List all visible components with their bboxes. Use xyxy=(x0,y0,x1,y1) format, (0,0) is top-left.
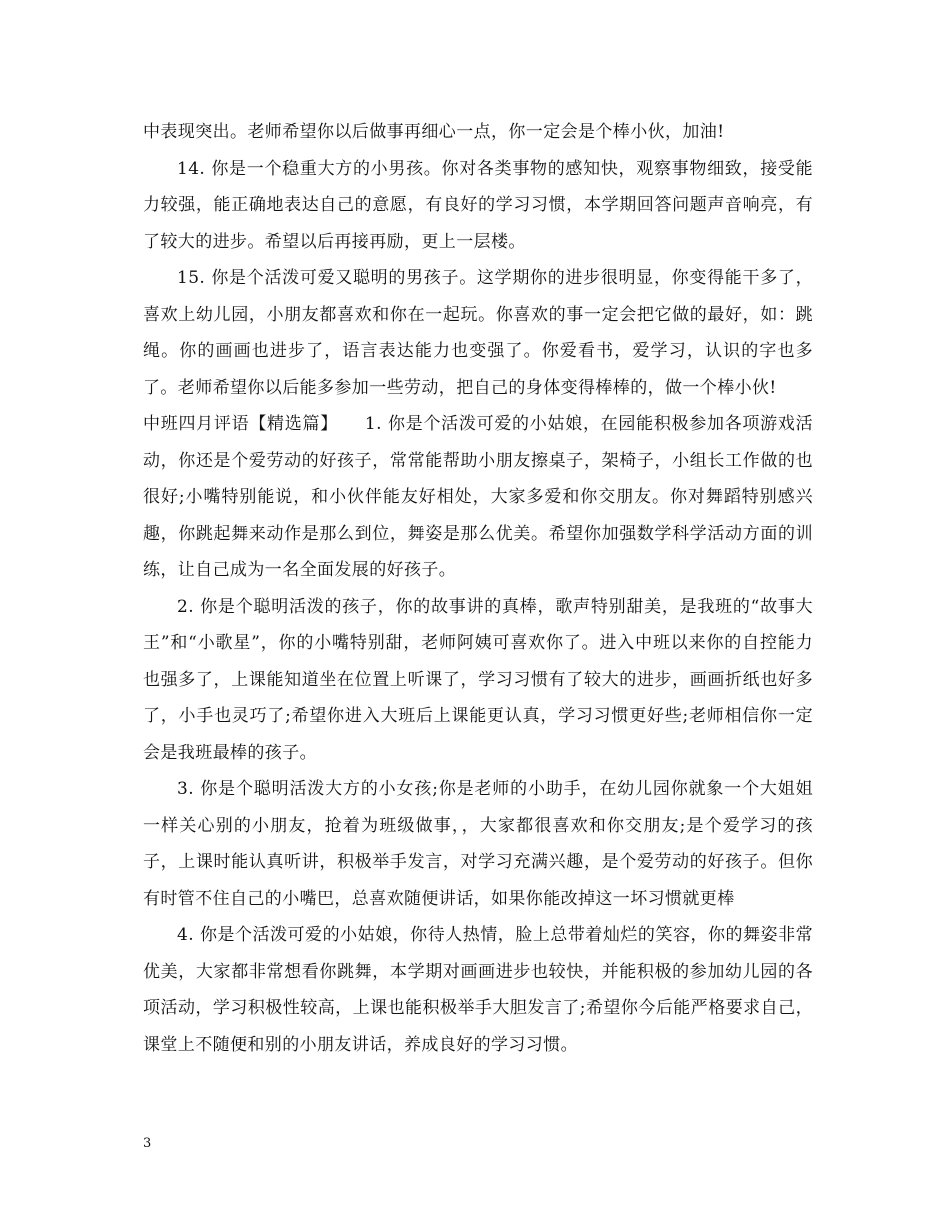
page-number: 3 xyxy=(143,1136,152,1151)
paragraph-comment-4: 4. 你是个活泼可爱的小姑娘，你待人热情，脸上总带着灿烂的笑容，你的舞姿非常优美，大家都非常想看你跳舞，本学期对画画进步也较快，并能积极的参加幼儿园的各项活动，学习积极性较高，上课也能积极举手大胆发言了;希望你今后能严格要求自己，课堂上不随便和别的小朋友讲话，养成良好的学习习惯。 xyxy=(143,925,813,1055)
paragraph-section-heading-comment-1: 中班四月评语【精选篇】 1. 你是个活泼可爱的小姑娘，在园能积极参加各项游戏活动，你还是个爱劳动的好孩子，常常能帮助小朋友擦桌子，架椅子，小组长工作做的也很好;小嘴特别能说，和小伙伴能友好相处，大家多爱和你交朋友。你对舞蹈特别感兴趣，你跳起舞来动作是那么到位，舞姿是那么优美。希望你加强数学科学活动方面的训练，让自己成为一名全面发展的好孩子。 xyxy=(143,414,813,580)
paragraph-comment-15: 15. 你是个活泼可爱又聪明的男孩子。这学期你的进步很明显，你变得能干多了，喜欢上幼儿园，小朋友都喜欢和你在一起玩。你喜欢的事一定会把它做的最好，如：跳绳。你的画画也进步了，语言表达能力也变强了。你爱看书，爱学习，认识的字也多了。老师希望你以后能多参加一些劳动，把自己的身体变得棒棒的，做一个棒小伙! xyxy=(143,268,813,398)
paragraph-comment-2: 2. 你是个聪明活泼的孩子，你的故事讲的真棒，歌声特别甜美，是我班的“故事大王”和“小歌星”，你的小嘴特别甜，老师阿姨可喜欢你了。进入中班以来你的自控能力也强多了，上课能知道坐在位置上听课了，学习习惯有了较大的进步，画画折纸也好多了，小手也灵巧了;希望你进入大班后上课能更认真，学习习惯更好些;老师相信你一定会是我班最棒的孩子。 xyxy=(143,596,813,763)
paragraph-comment-14: 14. 你是一个稳重大方的小男孩。你对各类事物的感知快，观察事物细致，接受能力较强，能正确地表达自己的意愿，有良好的学习习惯，本学期回答问题声音响亮，有了较大的进步。希望以后再接再励，更上一层楼。 xyxy=(143,158,813,252)
paragraph-continuation: 中表现突出。老师希望你以后做事再细心一点，你一定会是个棒小伙，加油! xyxy=(143,122,725,142)
paragraph-comment-3: 3. 你是个聪明活泼大方的小女孩;你是老师的小助手，在幼儿园你就象一个大姐姐一样关心别的小朋友，抢着为班级做事，，大家都很喜欢和你交朋友;是个爱学习的孩子，上课时能认真听讲，积极举手发言，对学习充满兴趣，是个爱劳动的好孩子。但你有时管不住自己的小嘴巴，总喜欢随便讲话，如果你能改掉这一坏习惯就更棒 xyxy=(143,779,813,909)
document-body xyxy=(143,114,813,1063)
